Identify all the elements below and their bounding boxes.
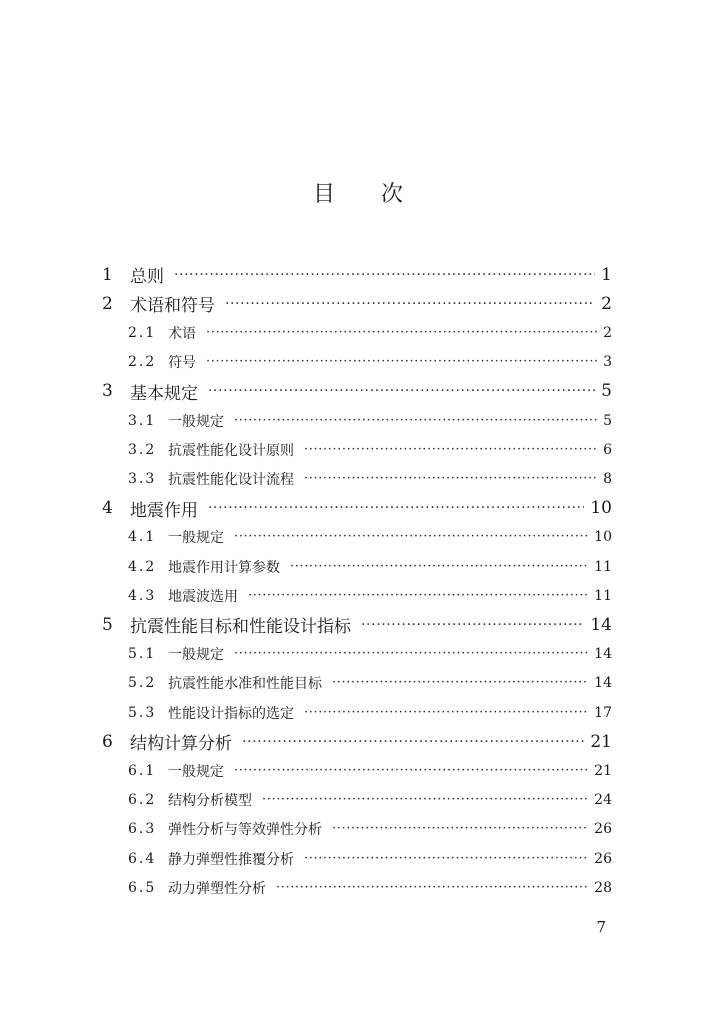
toc-entry-number: 5.1 <box>128 646 157 663</box>
toc-entry-title: 弹性分析与等效弹性分析 <box>168 822 322 839</box>
toc-entry-page: 5 <box>603 412 612 429</box>
toc-entry-title: 抗震性能水准和性能目标 <box>168 676 322 693</box>
toc-entry[interactable] <box>0 377 716 406</box>
toc-leader-dots <box>304 469 597 489</box>
toc-entry-page: 26 <box>594 850 612 867</box>
toc-leader-dots <box>208 381 595 401</box>
toc-entry-number: 4.1 <box>128 529 157 546</box>
page-title-right: 次 <box>381 182 404 207</box>
toc-entry-page: 10 <box>590 498 612 519</box>
toc-leader-dots <box>332 819 588 839</box>
toc-leader-dots <box>242 732 584 752</box>
toc-entry[interactable] <box>0 523 716 552</box>
toc-entry-number: 6 <box>102 731 113 752</box>
toc-entry-number: 2.2 <box>128 354 157 371</box>
toc-entry-page: 2 <box>601 293 612 314</box>
toc-entry[interactable] <box>0 698 716 727</box>
toc-entry-number: 1 <box>102 264 113 285</box>
toc-entry-page: 14 <box>590 614 612 635</box>
toc-entry[interactable] <box>0 669 716 698</box>
toc-entry[interactable] <box>0 318 716 347</box>
toc-entry-title: 一般规定 <box>168 763 224 780</box>
toc-entry-number: 5.3 <box>128 704 157 721</box>
toc-entry-number: 3 <box>102 381 113 402</box>
page-title-left: 目 <box>312 182 335 207</box>
toc-entry[interactable] <box>0 756 716 785</box>
toc-entry-page: 17 <box>594 704 612 721</box>
toc-entry[interactable] <box>0 640 716 669</box>
toc-leader-dots <box>304 703 588 723</box>
toc-entry[interactable] <box>0 727 716 756</box>
toc-entry-page: 10 <box>594 529 612 546</box>
toc-entry-page: 2 <box>603 324 612 341</box>
toc-leader-dots <box>206 352 597 372</box>
toc-entry-number: 2 <box>102 293 113 314</box>
toc-entry-page: 3 <box>603 354 612 371</box>
toc-entry[interactable] <box>0 348 716 377</box>
toc-leader-dots <box>262 790 588 810</box>
toc-leader-dots <box>276 878 588 898</box>
toc-entry-page: 5 <box>601 381 612 402</box>
toc-entry[interactable] <box>0 552 716 581</box>
toc-entry-page: 11 <box>594 587 612 604</box>
toc-entry[interactable] <box>0 464 716 493</box>
toc-leader-dots <box>304 440 597 460</box>
toc-entry-title: 术语和符号 <box>130 296 215 317</box>
toc-entry-title: 术语 <box>168 325 196 342</box>
toc-entry-page: 1 <box>601 264 612 285</box>
toc-entry-title: 一般规定 <box>168 413 224 430</box>
toc-entry-number: 4.3 <box>128 587 157 604</box>
toc-entry[interactable] <box>0 581 716 610</box>
toc-leader-dots <box>174 265 595 285</box>
toc-entry-page: 14 <box>594 646 612 663</box>
toc-entry[interactable] <box>0 494 716 523</box>
toc-entry-page: 8 <box>603 470 612 487</box>
toc-entry-page: 6 <box>603 441 612 458</box>
toc-entry-title: 抗震性能化设计原则 <box>168 442 294 459</box>
toc-entry-title: 结构计算分析 <box>130 734 232 755</box>
toc-leader-dots <box>248 586 588 606</box>
toc-entry[interactable] <box>0 844 716 873</box>
toc-entry-title: 基本规定 <box>130 383 198 404</box>
toc-leader-dots <box>361 615 584 635</box>
toc-leader-dots <box>332 673 588 693</box>
toc-entry-number: 6.2 <box>128 792 157 809</box>
toc-entry-page: 14 <box>594 675 612 692</box>
toc-entry-title: 性能设计指标的选定 <box>168 705 294 722</box>
toc-entry[interactable] <box>0 406 716 435</box>
toc-entry-number: 6.5 <box>128 879 157 896</box>
toc-entry-page: 28 <box>594 879 612 896</box>
page-number: 7 <box>596 918 606 936</box>
toc-entry-page: 21 <box>594 762 612 779</box>
toc-entry-page: 21 <box>590 731 612 752</box>
toc-entry[interactable] <box>0 873 716 902</box>
toc-leader-dots <box>234 761 588 781</box>
toc-leader-dots <box>206 323 597 343</box>
toc-leader-dots <box>234 411 597 431</box>
toc-entry-number: 4 <box>102 498 113 519</box>
toc-entry[interactable] <box>0 786 716 815</box>
toc-entry[interactable] <box>0 260 716 289</box>
page-title <box>0 177 716 208</box>
toc-leader-dots <box>208 498 584 518</box>
toc-entry-number: 6.4 <box>128 850 157 867</box>
toc-entry-title: 一般规定 <box>168 647 224 664</box>
toc-entry-title: 地震作用计算参数 <box>168 559 280 576</box>
toc-entry-title: 总则 <box>130 267 164 287</box>
toc-leader-dots <box>290 557 588 577</box>
toc-entry-title: 静力弹塑性推覆分析 <box>168 851 294 868</box>
toc-entry-number: 5 <box>102 614 113 635</box>
toc-entry[interactable] <box>0 815 716 844</box>
toc-entry-number: 3.2 <box>128 441 157 458</box>
toc-entry[interactable] <box>0 610 716 639</box>
toc-entry-title: 地震波选用 <box>168 588 238 605</box>
toc-entry-title: 结构分析模型 <box>168 793 252 810</box>
toc-entry[interactable] <box>0 289 716 318</box>
toc-entry-number: 3.1 <box>128 412 157 429</box>
toc-entry-title: 一般规定 <box>168 530 224 547</box>
toc-entry-number: 6.3 <box>128 821 157 838</box>
toc-entry-number: 4.2 <box>128 558 157 575</box>
toc-leader-dots <box>304 849 588 869</box>
toc-entry[interactable] <box>0 435 716 464</box>
toc-entry-number: 2.1 <box>128 324 157 341</box>
toc-entry-title: 抗震性能化设计流程 <box>168 471 294 488</box>
toc-entry-title: 符号 <box>168 355 196 372</box>
toc-entry-title: 抗震性能目标和性能设计指标 <box>130 617 351 638</box>
toc-leader-dots <box>225 294 595 314</box>
toc-entry-title: 动力弹塑性分析 <box>168 880 266 897</box>
toc-entry-title: 地震作用 <box>130 500 198 521</box>
toc-entry-number: 6.1 <box>128 762 157 779</box>
toc-leader-dots <box>234 527 588 547</box>
toc-leader-dots <box>234 644 588 664</box>
toc-entry-page: 26 <box>594 821 612 838</box>
toc-entry-page: 24 <box>594 792 612 809</box>
toc-entry-page: 11 <box>594 558 612 575</box>
toc-entry-number: 5.2 <box>128 675 157 692</box>
toc-entry-number: 3.3 <box>128 470 157 487</box>
